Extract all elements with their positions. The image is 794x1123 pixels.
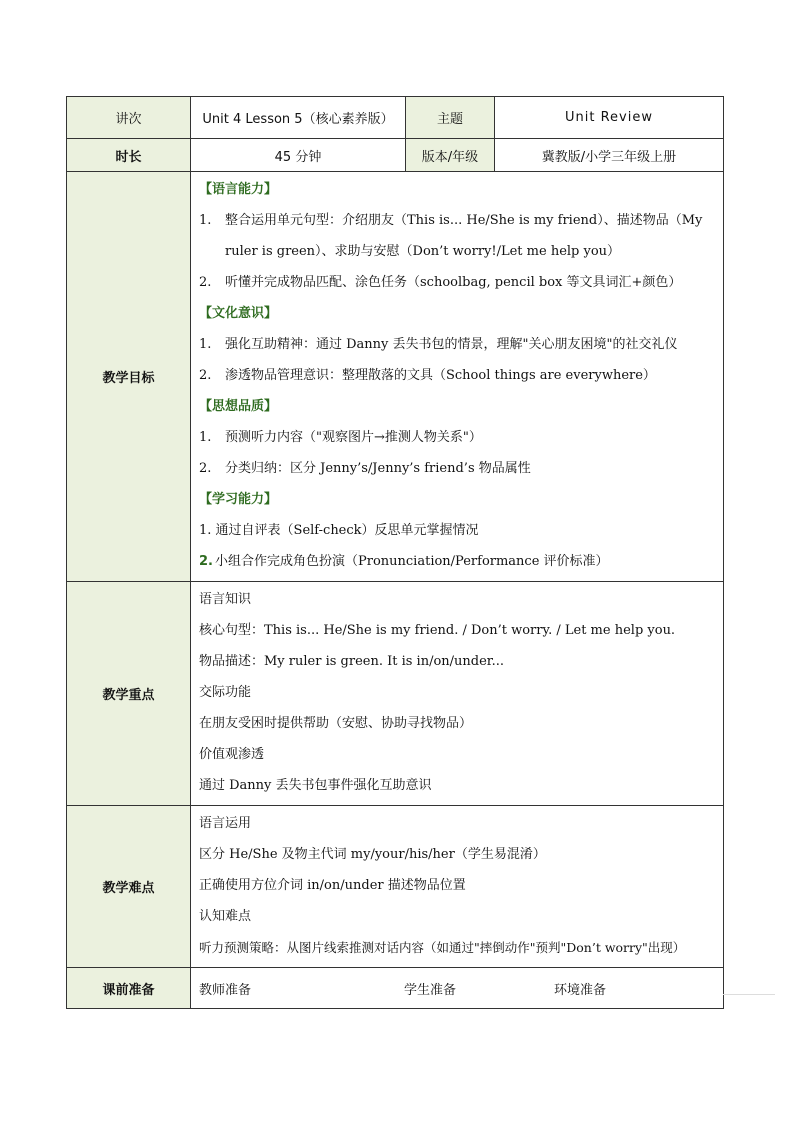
objective-text: 强化互助精神：通过 Danny 丢失书包的情景，理解"关心朋友困境"的社交礼仪 <box>225 337 678 352</box>
row-preparation <box>67 968 724 1009</box>
duration-label: 时长 <box>67 139 191 172</box>
section-thinking-title: 【思想品质】 <box>199 399 278 414</box>
item-number: 2. <box>199 554 213 569</box>
item-number: 2. <box>199 275 212 290</box>
lecture-value: Unit 4 Lesson 5（核心素养版） <box>191 97 406 139</box>
difficulty-line: 认知难点 <box>199 909 252 924</box>
theme-label: 主题 <box>406 97 495 139</box>
key-point-line: 在朋友受困时提供帮助（安慰、协助寻找物品） <box>199 716 473 731</box>
row-key-points <box>67 582 724 806</box>
objective-item-continued: ruler is green）、求助与安慰（Don’t worry!/Let me help you） <box>225 244 621 259</box>
difficulties-label: 教学难点 <box>67 806 191 968</box>
objective-text: 渗透物品管理意识：整理散落的文具（School things are everywhere） <box>225 368 656 383</box>
version-label: 版本/年级 <box>406 139 495 172</box>
key-point-line: 交际功能 <box>199 685 252 700</box>
objective-item <box>199 267 717 298</box>
item-number: 1. <box>199 430 212 445</box>
preparation-label: 课前准备 <box>67 968 191 1009</box>
objective-item <box>199 546 717 577</box>
objective-text: 预测听力内容（"观察图片→推测人物关系"） <box>225 430 482 445</box>
preparation-content <box>191 968 724 1009</box>
objective-text: 听懂并完成物品匹配、涂色任务（schoolbag, pencil box 等文具词汇+颜色） <box>225 275 682 290</box>
row-duration <box>67 139 724 172</box>
objective-item <box>199 205 717 236</box>
objective-text: 分类归纳：区分 Jenny’s/Jenny’s friend’s 物品属性 <box>225 461 531 476</box>
item-number: 1. <box>199 337 212 352</box>
row-objectives <box>67 172 724 582</box>
key-point-line: 价值观渗透 <box>199 747 265 762</box>
objective-item: 1. 通过自评表（Self-check）反思单元掌握情况 <box>199 523 479 538</box>
lesson-plan-table <box>66 96 724 1009</box>
margin-rule <box>723 994 775 995</box>
item-number: 2. <box>199 461 212 476</box>
environment-prep: 环境准备 <box>554 982 607 998</box>
objective-text: 整合运用单元句型：介绍朋友（This is... He/She is my friend）、描述物品（My <box>225 213 703 228</box>
student-prep: 学生准备 <box>404 982 457 998</box>
difficulties-content <box>191 806 724 968</box>
objective-text: 小组合作完成角色扮演（Pronunciation/Performance 评价标准） <box>215 554 609 569</box>
difficulty-line: 区分 He/She 及物主代词 my/your/his/her（学生易混淆） <box>199 847 546 862</box>
objectives-content <box>191 172 724 582</box>
objective-item <box>199 422 717 453</box>
key-points-label: 教学重点 <box>67 582 191 806</box>
difficulty-line: 听力预测策略：从图片线索推测对话内容（如通过"摔倒动作"预判"Don’t worry"出现） <box>199 940 686 955</box>
row-difficulties <box>67 806 724 968</box>
teacher-prep: 教师准备 <box>199 982 252 998</box>
item-number: 2. <box>199 368 212 383</box>
version-value: 冀教版/小学三年级上册 <box>495 139 724 172</box>
section-culture-title: 【文化意识】 <box>199 306 278 321</box>
objective-item <box>199 360 717 391</box>
theme-value: Unit Review <box>495 97 724 139</box>
duration-value: 45 分钟 <box>191 139 406 172</box>
row-lecture <box>67 97 724 139</box>
item-number: 1. <box>199 213 212 228</box>
section-language-title: 【语言能力】 <box>199 182 278 197</box>
section-learning-title: 【学习能力】 <box>199 492 278 507</box>
key-point-line: 通过 Danny 丢失书包事件强化互助意识 <box>199 778 432 793</box>
objectives-label: 教学目标 <box>67 172 191 582</box>
key-point-line: 物品描述：My ruler is green. It is in/on/under... <box>199 654 504 669</box>
lecture-label: 讲次 <box>67 97 191 139</box>
objective-item <box>199 329 717 360</box>
objective-item <box>199 453 717 484</box>
key-points-content <box>191 582 724 806</box>
difficulty-line: 语言运用 <box>199 816 252 831</box>
key-point-line: 核心句型：This is... He/She is my friend. / Don’t worry. / Let me help you. <box>199 623 676 638</box>
key-point-line: 语言知识 <box>199 592 252 607</box>
difficulty-line: 正确使用方位介词 in/on/under 描述物品位置 <box>199 878 466 893</box>
